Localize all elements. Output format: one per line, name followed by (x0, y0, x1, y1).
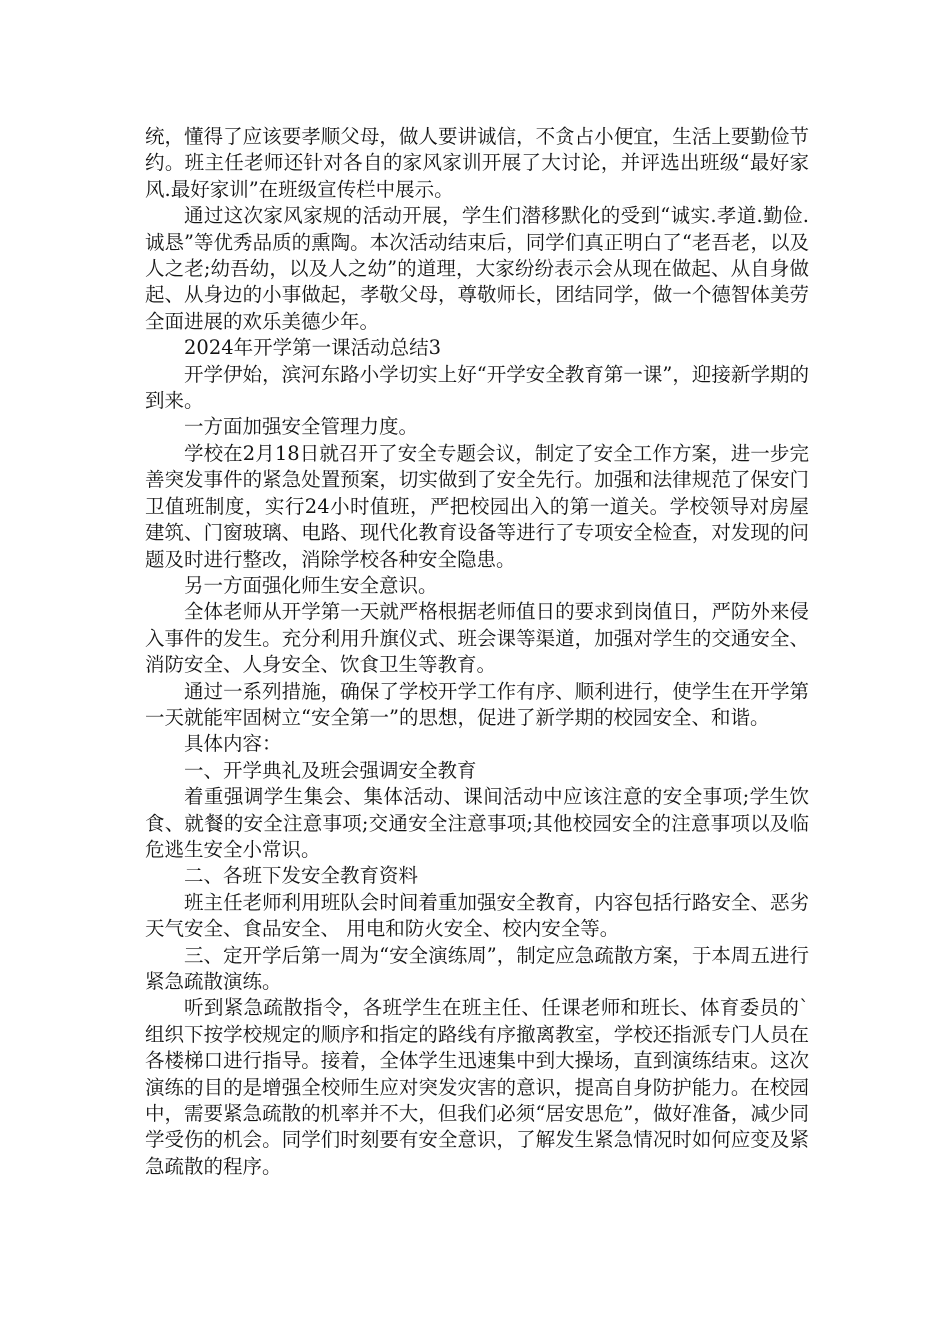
paragraph: 开学伊始，滨河东路小学切实上好“开学安全教育第一课”，迎接新学期的到来。 (145, 362, 809, 413)
paragraph: 一方面加强安全管理力度。 (184, 415, 419, 439)
list-heading: 三、定开学后第一周为“安全演练周”，制定应急疏散方案，于本周五进行紧急疏散演练。 (145, 943, 809, 993)
section-heading: 2024年开学第一课活动总结3 (184, 336, 442, 360)
paragraph: 通过这次家风家规的活动开展，学生们潜移默化的受到“诚实.孝道.勤俭.诚恳”等优秀品质的熏陶。本次活动结束后，同学们真正明白了“老吾老，以及人之老;幼吾幼，以及人之幼”的道理，大家纷纷表示会从现在做起、从自身做起、从身边的小事做起，孝敬父母，尊敬师长，团结同学，做一个德智体美劳全面进展的欢乐美德少年。 (145, 204, 809, 333)
paragraph: 统，懂得了应该要孝顺父母，做人要讲诚信，不贪占小便宜，生活上要勤俭节约。班主任老师还针对各自的家风家训开展了大讨论，并评选出班级“最好家风.最好家训”在班级宣传栏中展示。 (145, 125, 809, 201)
document-body (145, 124, 809, 1180)
paragraph: 全体老师从开学第一天就严格根据老师值日的要求到岗值日，严防外来侵入事件的发生。充分利用升旗仪式、班会课等渠道，加强对学生的交通安全、消防安全、人身安全、饮食卫生等教育。 (145, 600, 809, 677)
paragraph: 着重强调学生集会、集体活动、课间活动中应该注意的安全事项;学生饮食、就餐的安全注意事项;交通安全注意事项;其他校园安全的注意事项以及临危逃生安全小常识。 (145, 785, 809, 861)
paragraph: 听到紧急疏散指令，各班学生在班主任、任课老师和班长、体育委员的`组织下按学校规定的顺序和指定的路线有序撤离教室，学校还指派专门人员在各楼梯口进行指导。接着，全体学生迅速集中到大操场，直到演练结束。这次演练的目的是增强全校师生应对突发灾害的意识，提高自身防护能力。在校园中，需要紧急疏散的机率并不大，但我们必须“居安思危”，做好准备，减少同学受伤的机会。同学们时刻要有安全意识，了解发生紧急情况时如何应变及紧急疏散的程序。 (145, 996, 809, 1178)
list-heading: 二、各班下发安全教育资料 (184, 864, 419, 888)
list-heading: 一、开学典礼及班会强调安全教育 (184, 758, 477, 782)
paragraph: 另一方面强化师生安全意识。 (184, 573, 438, 597)
paragraph: 通过一系列措施，确保了学校开学工作有序、顺利进行，使学生在开学第一天就能牢固树立“安全第一”的思想，促进了新学期的校园安全、和谐。 (145, 679, 809, 729)
paragraph: 具体内容： (184, 732, 282, 756)
paragraph: 班主任老师利用班队会时间着重加强安全教育，内容包括行路安全、恶劣天气安全、食品安全、 用电和防火安全、校内安全等。 (145, 890, 809, 941)
paragraph: 学校在2月18日就召开了安全专题会议，制定了安全工作方案，进一步完善突发事件的紧急处置预案，切实做到了安全先行。加强和法律规范了保安门卫值班制度，实行24小时值班，严把校园出入的第一道关。学校领导对房屋建筑、门窗玻璃、电路、现代化教育设备等进行了专项安全检查，对发现的问题及时进行整改，消除学校各种安全隐患。 (145, 441, 809, 571)
